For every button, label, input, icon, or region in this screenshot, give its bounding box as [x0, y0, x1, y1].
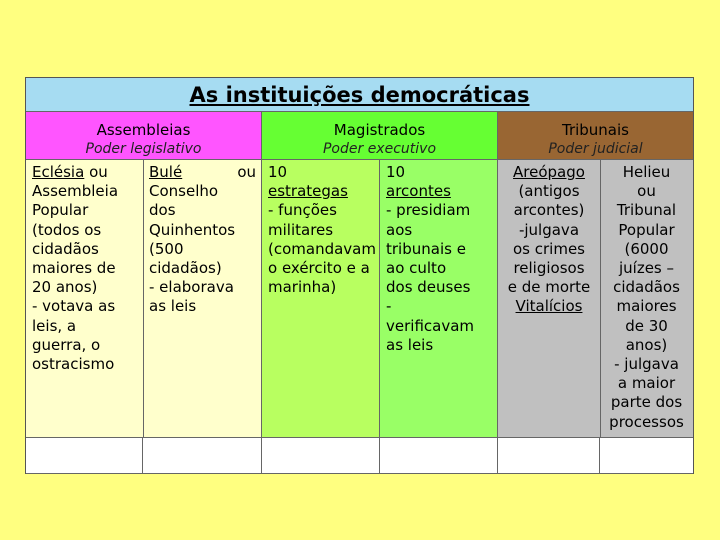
helieu-line: - julgava: [614, 355, 679, 374]
header-assembleias-label: Assembleias: [96, 121, 191, 139]
estrategas-line: marinha): [268, 278, 337, 297]
bule-line: Conselho: [149, 182, 219, 201]
eclesia-line: leis, a: [32, 316, 77, 335]
areopago-line: arcontes): [513, 201, 585, 220]
eclesia-line: Popular: [32, 201, 89, 220]
areopago-line: -julgava: [518, 220, 580, 239]
arcontes-line: -: [386, 297, 392, 316]
areopago-line: e de morte: [507, 278, 591, 297]
helieu-line: ou: [637, 182, 656, 201]
helieu-line: processos: [609, 412, 684, 431]
footer-cell: [498, 438, 600, 474]
helieu-line: Tribunal: [616, 201, 677, 220]
helieu-line: cidadãos: [613, 278, 680, 297]
footer-cell: [262, 438, 380, 474]
bule-line: (500: [149, 239, 184, 258]
eclesia-line: (todos os: [32, 220, 102, 239]
header-magistrados-label: Magistrados: [333, 121, 426, 139]
estrategas-column: [262, 160, 380, 300]
header-tribunais-sub: Poder judicial: [548, 141, 643, 157]
helieu-line: parte dos: [610, 393, 683, 412]
eclesia-line: ostracismo: [32, 355, 115, 374]
arcontes-line: aos: [386, 220, 413, 239]
areopago-column: [498, 160, 600, 320]
arcontes-line: tribunais e: [386, 239, 466, 258]
header-assembleias: [26, 112, 262, 160]
bule-column: [143, 160, 262, 320]
arcontes-column: [380, 160, 498, 358]
areopago-line: religiosos: [513, 259, 585, 278]
header-assembleias-sub: Poder legislativo: [85, 141, 202, 157]
bule-line: Bulé ou: [149, 163, 256, 181]
helieu-line: (6000: [624, 239, 669, 258]
institutions-table: [25, 77, 694, 474]
areopago-line: os crimes: [513, 239, 585, 258]
estrategas-line: o exército e a: [268, 259, 370, 278]
helieu-line: juízes –: [618, 259, 675, 278]
areopago-line: Vitalícios: [515, 297, 583, 316]
estrategas-line: militares: [268, 220, 334, 239]
eclesia-line: 20 anos): [32, 278, 98, 297]
eclesia-line: - votava as: [32, 297, 116, 316]
estrategas-line: - funções: [268, 201, 337, 220]
table-title: As instituições democráticas: [26, 78, 693, 112]
arcontes-line: ao culto: [386, 259, 447, 278]
bule-line: as leis: [149, 297, 197, 316]
eclesia-line: guerra, o: [32, 335, 101, 354]
helieu-line: Helieu: [622, 163, 671, 181]
footer-cell: [143, 438, 262, 474]
bule-line: cidadãos): [149, 259, 222, 278]
header-magistrados-sub: Poder executivo: [322, 141, 437, 157]
arcontes-line: dos deuses: [386, 278, 471, 297]
helieu-line: de 30: [625, 316, 668, 335]
eclesia-line: Assembleia: [32, 182, 119, 201]
bule-line: Quinhentos: [149, 220, 236, 239]
eclesia-line: cidadãos: [32, 239, 99, 258]
eclesia-line: maiores de: [32, 259, 116, 278]
eclesia-line: Eclésia ou: [32, 163, 108, 181]
helieu-column: [600, 160, 693, 435]
helieu-line: Popular: [618, 220, 675, 239]
arcontes-line: arcontes: [386, 182, 451, 201]
footer-cell: [380, 438, 498, 474]
eclesia-column: [26, 160, 143, 377]
arcontes-line: verificavam: [386, 316, 475, 335]
footer-cell: [600, 438, 693, 474]
bule-line: dos: [149, 201, 176, 220]
helieu-line: anos): [625, 335, 668, 354]
estrategas-line: estrategas: [268, 182, 348, 201]
arcontes-line: as leis: [386, 335, 434, 354]
helieu-line: a maior: [617, 374, 676, 393]
bule-line: - elaborava: [149, 278, 234, 297]
header-tribunais-label: Tribunais: [561, 121, 629, 139]
header-tribunais: [498, 112, 693, 160]
arcontes-line: 10: [386, 163, 406, 181]
areopago-line: Areópago: [513, 163, 585, 181]
footer-cell: [26, 438, 143, 474]
helieu-line: maiores: [616, 297, 677, 316]
areopago-line: (antigos: [518, 182, 580, 201]
estrategas-line: (comandavam: [268, 239, 376, 258]
estrategas-line: 10: [268, 163, 288, 181]
header-magistrados: [262, 112, 498, 160]
arcontes-line: - presidiam: [386, 201, 471, 220]
